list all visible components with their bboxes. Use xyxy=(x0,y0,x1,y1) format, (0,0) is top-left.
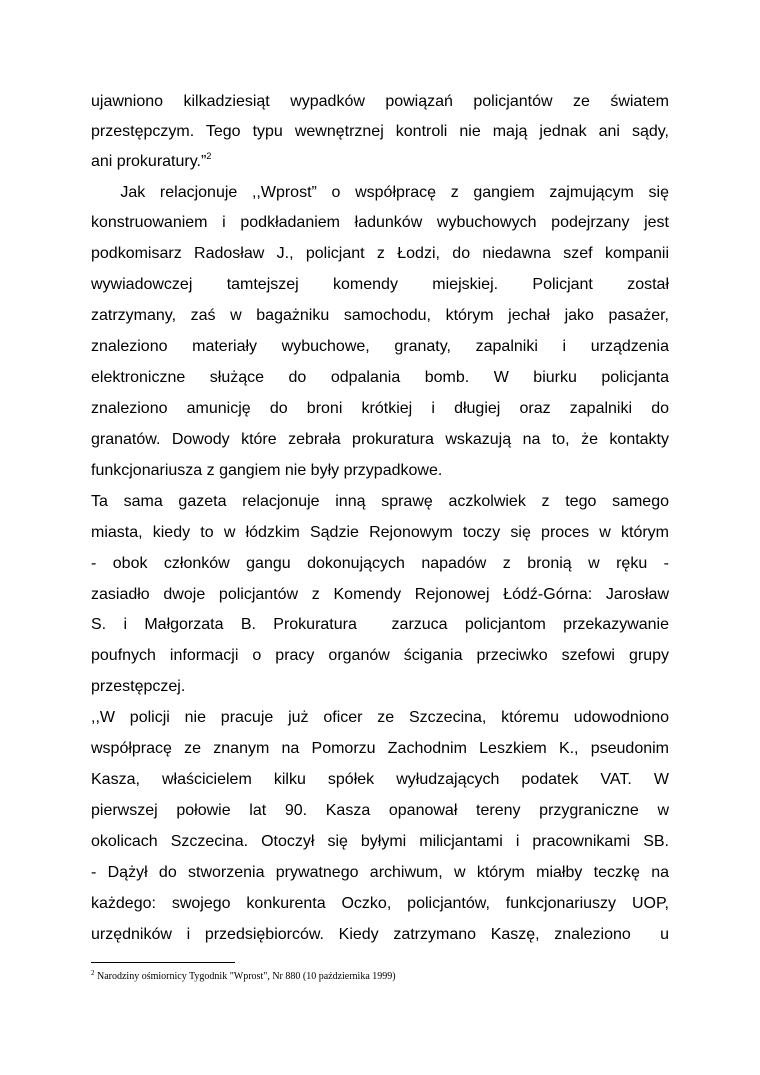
text-line: każdego: swojego konkurenta Oczko, policjantów, funkcjonariuszy UOP, xyxy=(91,895,669,912)
text-line: ujawniono kilkadziesiąt wypadków powiązań policjantów ze światem xyxy=(91,93,669,110)
text-line: przestępczej. xyxy=(91,678,186,695)
text-line: Jak relacjonuje ,,Wprost” o współpracę z gangiem zajmującym się xyxy=(91,184,669,201)
text-line: pierwszej połowie lat 90. Kasza opanował tereny przygraniczne w xyxy=(91,802,669,819)
text-line: wywiadowczej tamtejszej komendy miejskiej. Policjant został xyxy=(91,276,669,293)
footnote-text: Narodziny ośmiornicy Tygodnik "Wprost", Nr 880 (10 października 1999) xyxy=(94,971,396,982)
text-line: podkomisarz Radosław J., policjant z Łodzi, do niedawna szef kompanii xyxy=(91,245,669,262)
text-line: - Dążył do stworzenia prywatnego archiwum, w którym miałby teczkę na xyxy=(91,864,669,881)
text-line: okolicach Szczecina. Otoczył się byłymi milicjantami i pracownikami SB. xyxy=(91,833,669,850)
text-line: ani prokuratury.”$^2$ xyxy=(91,151,212,170)
footnote-reference: 2 xyxy=(206,151,212,161)
text-line: miasta, kiedy to w łódzkim Sądzie Rejonowym toczy się proces w którym xyxy=(91,524,669,541)
text-line: konstruowaniem i podkładaniem ładunków wybuchowych podejrzany jest xyxy=(91,214,669,231)
text-line: przestępczym. Tego typu wewnętrznej kontroli nie mają jednak ani sądy, xyxy=(91,123,669,140)
text-line: zasiadło dwoje policjantów z Komendy Rejonowej Łódź-Górna: Jarosław xyxy=(91,586,669,603)
text-line: poufnych informacji o pracy organów ścigania przeciwko szefowi grupy xyxy=(91,647,669,664)
footnote xyxy=(91,970,396,984)
text-line: zatrzymany, zaś w bagażniku samochodu, którym jechał jako pasażer, xyxy=(91,307,669,324)
text-line: Kasza, właścicielem kilku spółek wyłudzających podatek VAT. W xyxy=(91,771,669,788)
text-line: - obok członków gangu dokonujących napadów z bronią w ręku - xyxy=(91,555,669,572)
footnote-number: 2 xyxy=(91,969,95,977)
text-line: urzędników i przedsiębiorców. Kiedy zatrzymano Kaszę, znaleziono u xyxy=(91,926,669,943)
text-line: elektroniczne służące do odpalania bomb. W biurku policjanta xyxy=(91,369,669,386)
text-line: znaleziono amunicję do broni krótkiej i długiej oraz zapalniki do xyxy=(91,400,669,417)
text-line: ,,W policji nie pracuje już oficer ze Szczecina, któremu udowodniono xyxy=(91,709,669,726)
footnote-separator xyxy=(91,962,235,963)
text-line: współpracę ze znanym na Pomorzu Zachodnim Leszkiem K., pseudonim xyxy=(91,740,669,757)
text-line: Ta sama gazeta relacjonuje inną sprawę aczkolwiek z tego samego xyxy=(91,493,669,510)
text-line: znaleziono materiały wybuchowe, granaty, zapalniki i urządzenia xyxy=(91,338,669,355)
text-line: S. i Małgorzata B. Prokuratura zarzuca policjantom przekazywanie xyxy=(91,616,669,633)
text-line: funkcjonariusza z gangiem nie były przypadkowe. xyxy=(91,462,443,479)
text-line: granatów. Dowody które zebrała prokuratura wskazują na to, że kontakty xyxy=(91,431,669,448)
